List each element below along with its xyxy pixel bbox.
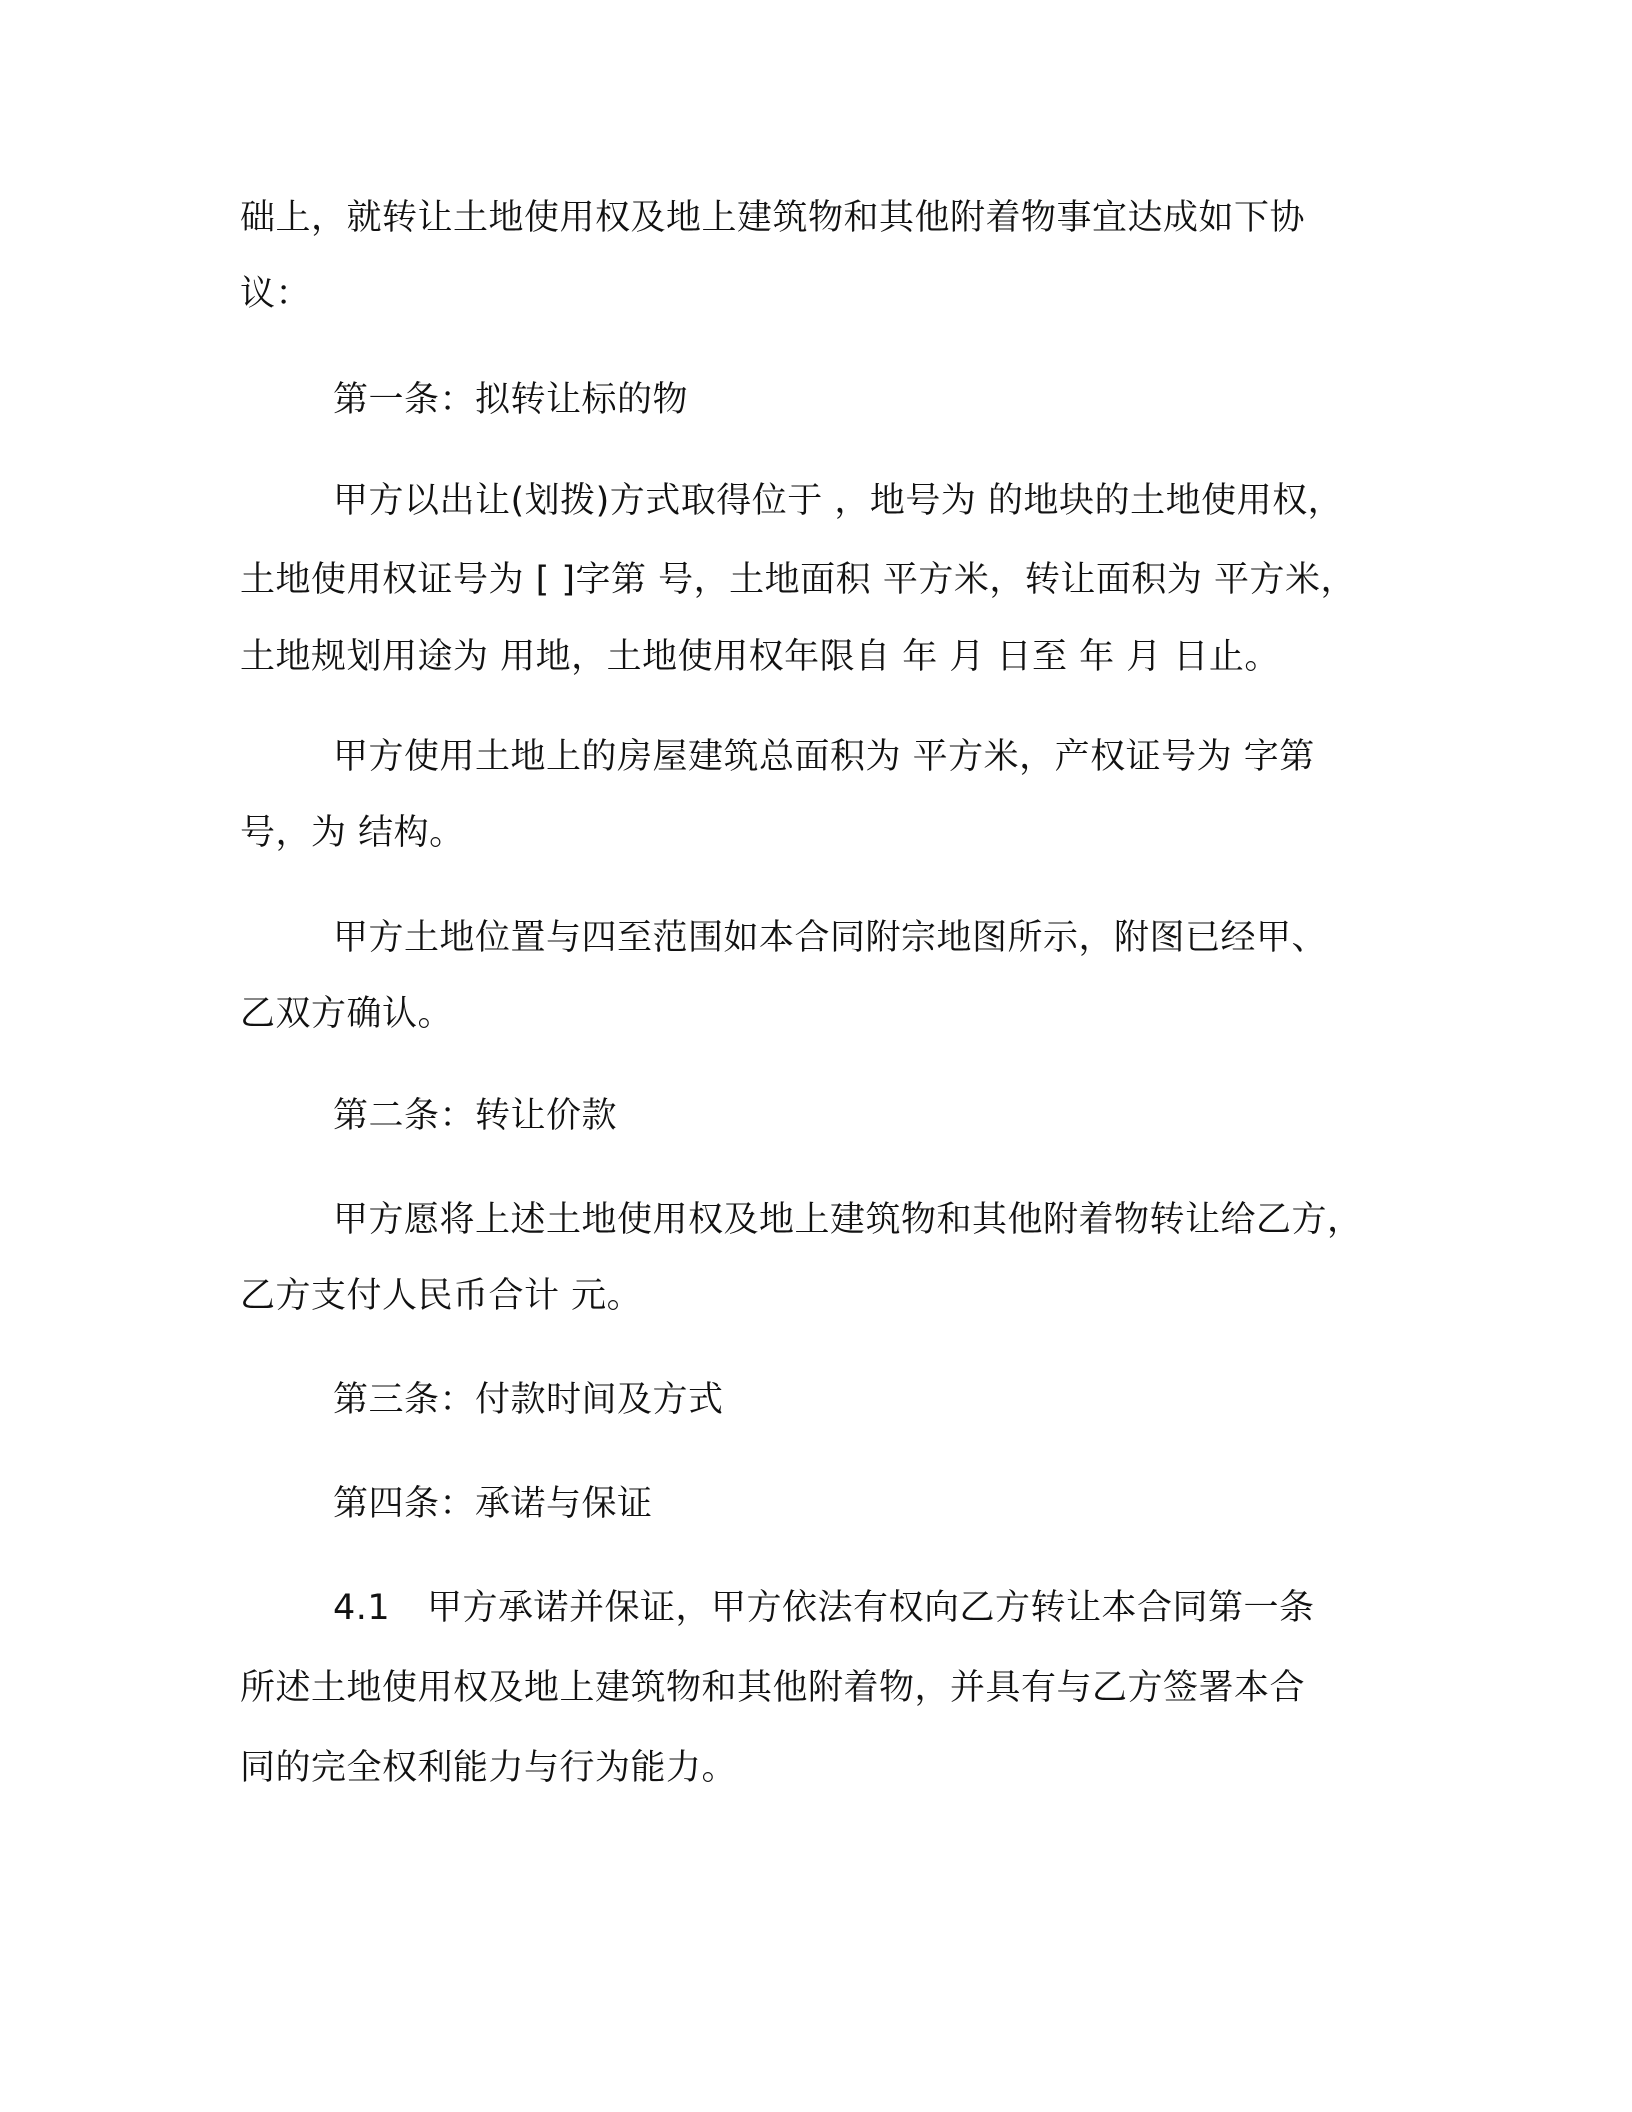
article-4-heading: 第四条：承诺与保证 (333, 1484, 653, 1524)
clause-4-1-text: 甲方承诺并保证，甲方依法有权向乙方转让本合同第一条 (427, 1588, 1315, 1628)
article-1-para-1-line-1: 甲方以出让(划拨)方式取得位于 ，地号为 的地块的土地使用权， (333, 481, 1344, 521)
article-1-heading: 第一条：拟转让标的物 (333, 380, 689, 420)
clause-4-1-line-2: 所述土地使用权及地上建筑物和其他附着物，并具有与乙方签署本合 (240, 1668, 1306, 1708)
clause-number: 4.1 (333, 1588, 391, 1628)
article-2-para-1-line-1: 甲方愿将上述土地使用权及地上建筑物和其他附着物转让给乙方， (333, 1200, 1363, 1240)
clause-4-1-line-1 (333, 1584, 1315, 1632)
preamble-line-1: 础上，就转让土地使用权及地上建筑物和其他附着物事宜达成如下协 (240, 198, 1306, 238)
article-2-heading: 第二条：转让价款 (333, 1096, 618, 1136)
article-1-para-1-line-2: 土地使用权证号为 [ ]字第 号，土地面积 平方米，转让面积为 平方米， (240, 560, 1356, 600)
article-1-para-2-line-1: 甲方使用土地上的房屋建筑总面积为 平方米，产权证号为 字第 (333, 737, 1315, 777)
preamble-line-2: 议： (240, 274, 312, 314)
article-1-para-3-line-1: 甲方土地位置与四至范围如本合同附宗地图所示，附图已经甲、 (333, 918, 1328, 958)
article-1-para-2-line-2: 号，为 结构。 (240, 813, 465, 853)
article-1-para-3-line-2: 乙双方确认。 (240, 994, 454, 1034)
article-1-para-1-line-3: 土地规划用途为 用地，土地使用权年限自 年 月 日至 年 月 日止。 (240, 637, 1280, 677)
clause-4-1-line-3: 同的完全权利能力与行为能力。 (240, 1748, 738, 1788)
article-2-para-1-line-2: 乙方支付人民币合计 元。 (240, 1276, 643, 1316)
article-3-heading: 第三条：付款时间及方式 (333, 1380, 724, 1420)
